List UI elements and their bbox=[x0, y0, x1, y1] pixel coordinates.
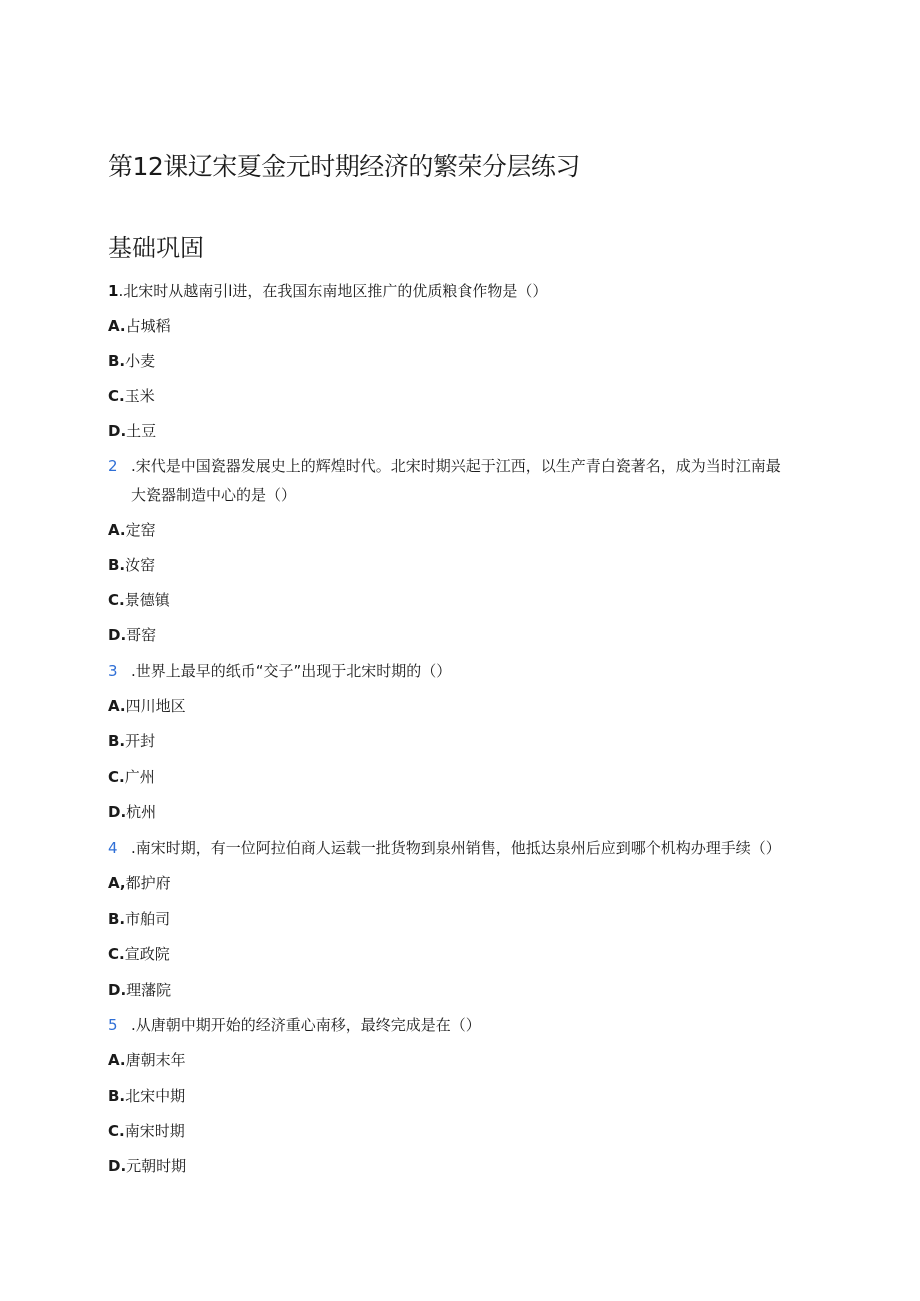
option-text: 哥窑 bbox=[126, 626, 157, 644]
question-5 bbox=[108, 1015, 118, 1035]
option-text: 南宋时期 bbox=[124, 1122, 185, 1140]
q3-option-b bbox=[108, 731, 155, 751]
option-text: 北宋中期 bbox=[125, 1087, 186, 1105]
option-text: 广州 bbox=[124, 768, 155, 786]
question-2 bbox=[108, 456, 118, 476]
q1-option-d bbox=[108, 421, 156, 441]
question-text: .世界上最早的纸币“交子”出现于北宋时期的（） bbox=[131, 662, 452, 680]
option-text: 市舶司 bbox=[125, 910, 171, 928]
q4-option-d bbox=[108, 980, 171, 1000]
question-3 bbox=[108, 661, 118, 681]
question-1 bbox=[108, 281, 547, 301]
q3-option-a bbox=[108, 696, 186, 716]
question-text-continued: 大瓷器制造中心的是（） bbox=[131, 486, 297, 504]
question-number: 4 bbox=[108, 839, 118, 857]
q2-option-d bbox=[108, 625, 156, 645]
option-text: 景德镇 bbox=[124, 591, 170, 609]
option-letter: B. bbox=[108, 352, 126, 370]
q4-option-a bbox=[108, 873, 171, 893]
option-text: 杭州 bbox=[126, 803, 157, 821]
option-text: 理藩院 bbox=[126, 981, 172, 999]
option-text: 四川地区 bbox=[125, 697, 186, 715]
option-letter: B. bbox=[108, 1087, 126, 1105]
question-4 bbox=[108, 838, 118, 858]
q1-option-a bbox=[108, 316, 171, 336]
q5-option-b bbox=[108, 1086, 185, 1106]
option-letter: A, bbox=[108, 874, 126, 892]
question-number: 3 bbox=[108, 662, 118, 680]
q5-option-c bbox=[108, 1121, 185, 1141]
question-number: 2 bbox=[108, 457, 118, 475]
section-heading: 基础巩固 bbox=[108, 234, 204, 262]
option-text: 玉米 bbox=[124, 387, 155, 405]
option-letter: B. bbox=[108, 556, 126, 574]
option-text: 小麦 bbox=[125, 352, 156, 370]
option-text: 唐朝末年 bbox=[125, 1051, 186, 1069]
option-letter: D. bbox=[108, 1157, 127, 1175]
option-text: 元朝时期 bbox=[126, 1157, 187, 1175]
option-text: 土豆 bbox=[126, 422, 157, 440]
option-letter: B. bbox=[108, 732, 126, 750]
option-letter: C. bbox=[108, 1122, 125, 1140]
option-letter: D. bbox=[108, 422, 127, 440]
question-number: 1 bbox=[108, 282, 119, 300]
q4-option-b bbox=[108, 909, 170, 929]
option-letter: B. bbox=[108, 910, 126, 928]
option-letter: A. bbox=[108, 521, 126, 539]
option-text: 开封 bbox=[125, 732, 156, 750]
option-letter: D. bbox=[108, 803, 127, 821]
option-text: 汝窑 bbox=[125, 556, 156, 574]
question-text: .北宋时从越南引l进，在我国东南地区推广的优质粮食作物是（） bbox=[118, 282, 548, 300]
q5-option-d bbox=[108, 1156, 186, 1176]
q1-option-c bbox=[108, 386, 155, 406]
option-text: 都护府 bbox=[125, 874, 171, 892]
option-letter: C. bbox=[108, 768, 125, 786]
q2-option-a bbox=[108, 520, 156, 540]
q3-option-c bbox=[108, 767, 155, 787]
option-letter: A. bbox=[108, 317, 126, 335]
option-letter: D. bbox=[108, 626, 127, 644]
question-text: .宋代是中国瓷器发展史上的辉煌时代。北宋时期兴起于江西，以生产青白瓷著名，成为当时江南最 bbox=[131, 457, 781, 475]
q5-option-a bbox=[108, 1050, 186, 1070]
option-letter: D. bbox=[108, 981, 127, 999]
option-letter: C. bbox=[108, 591, 125, 609]
question-text: .从唐朝中期开始的经济重心南移，最终完成是在（） bbox=[131, 1016, 481, 1034]
option-text: 宣政院 bbox=[124, 945, 170, 963]
option-letter: C. bbox=[108, 387, 125, 405]
question-text: .南宋时期，有一位阿拉伯商人运载一批货物到泉州销售，他抵达泉州后应到哪个机构办理手续（） bbox=[131, 839, 781, 857]
q2-option-c bbox=[108, 590, 170, 610]
option-letter: A. bbox=[108, 697, 126, 715]
q1-option-b bbox=[108, 351, 155, 371]
page-title: 第12课辽宋夏金元时期经济的繁荣分层练习 bbox=[108, 152, 580, 181]
q3-option-d bbox=[108, 802, 156, 822]
q4-option-c bbox=[108, 944, 170, 964]
option-letter: A. bbox=[108, 1051, 126, 1069]
option-letter: C. bbox=[108, 945, 125, 963]
option-text: 定窑 bbox=[125, 521, 156, 539]
question-number: 5 bbox=[108, 1016, 118, 1034]
option-text: 占城稻 bbox=[125, 317, 171, 335]
q2-option-b bbox=[108, 555, 155, 575]
